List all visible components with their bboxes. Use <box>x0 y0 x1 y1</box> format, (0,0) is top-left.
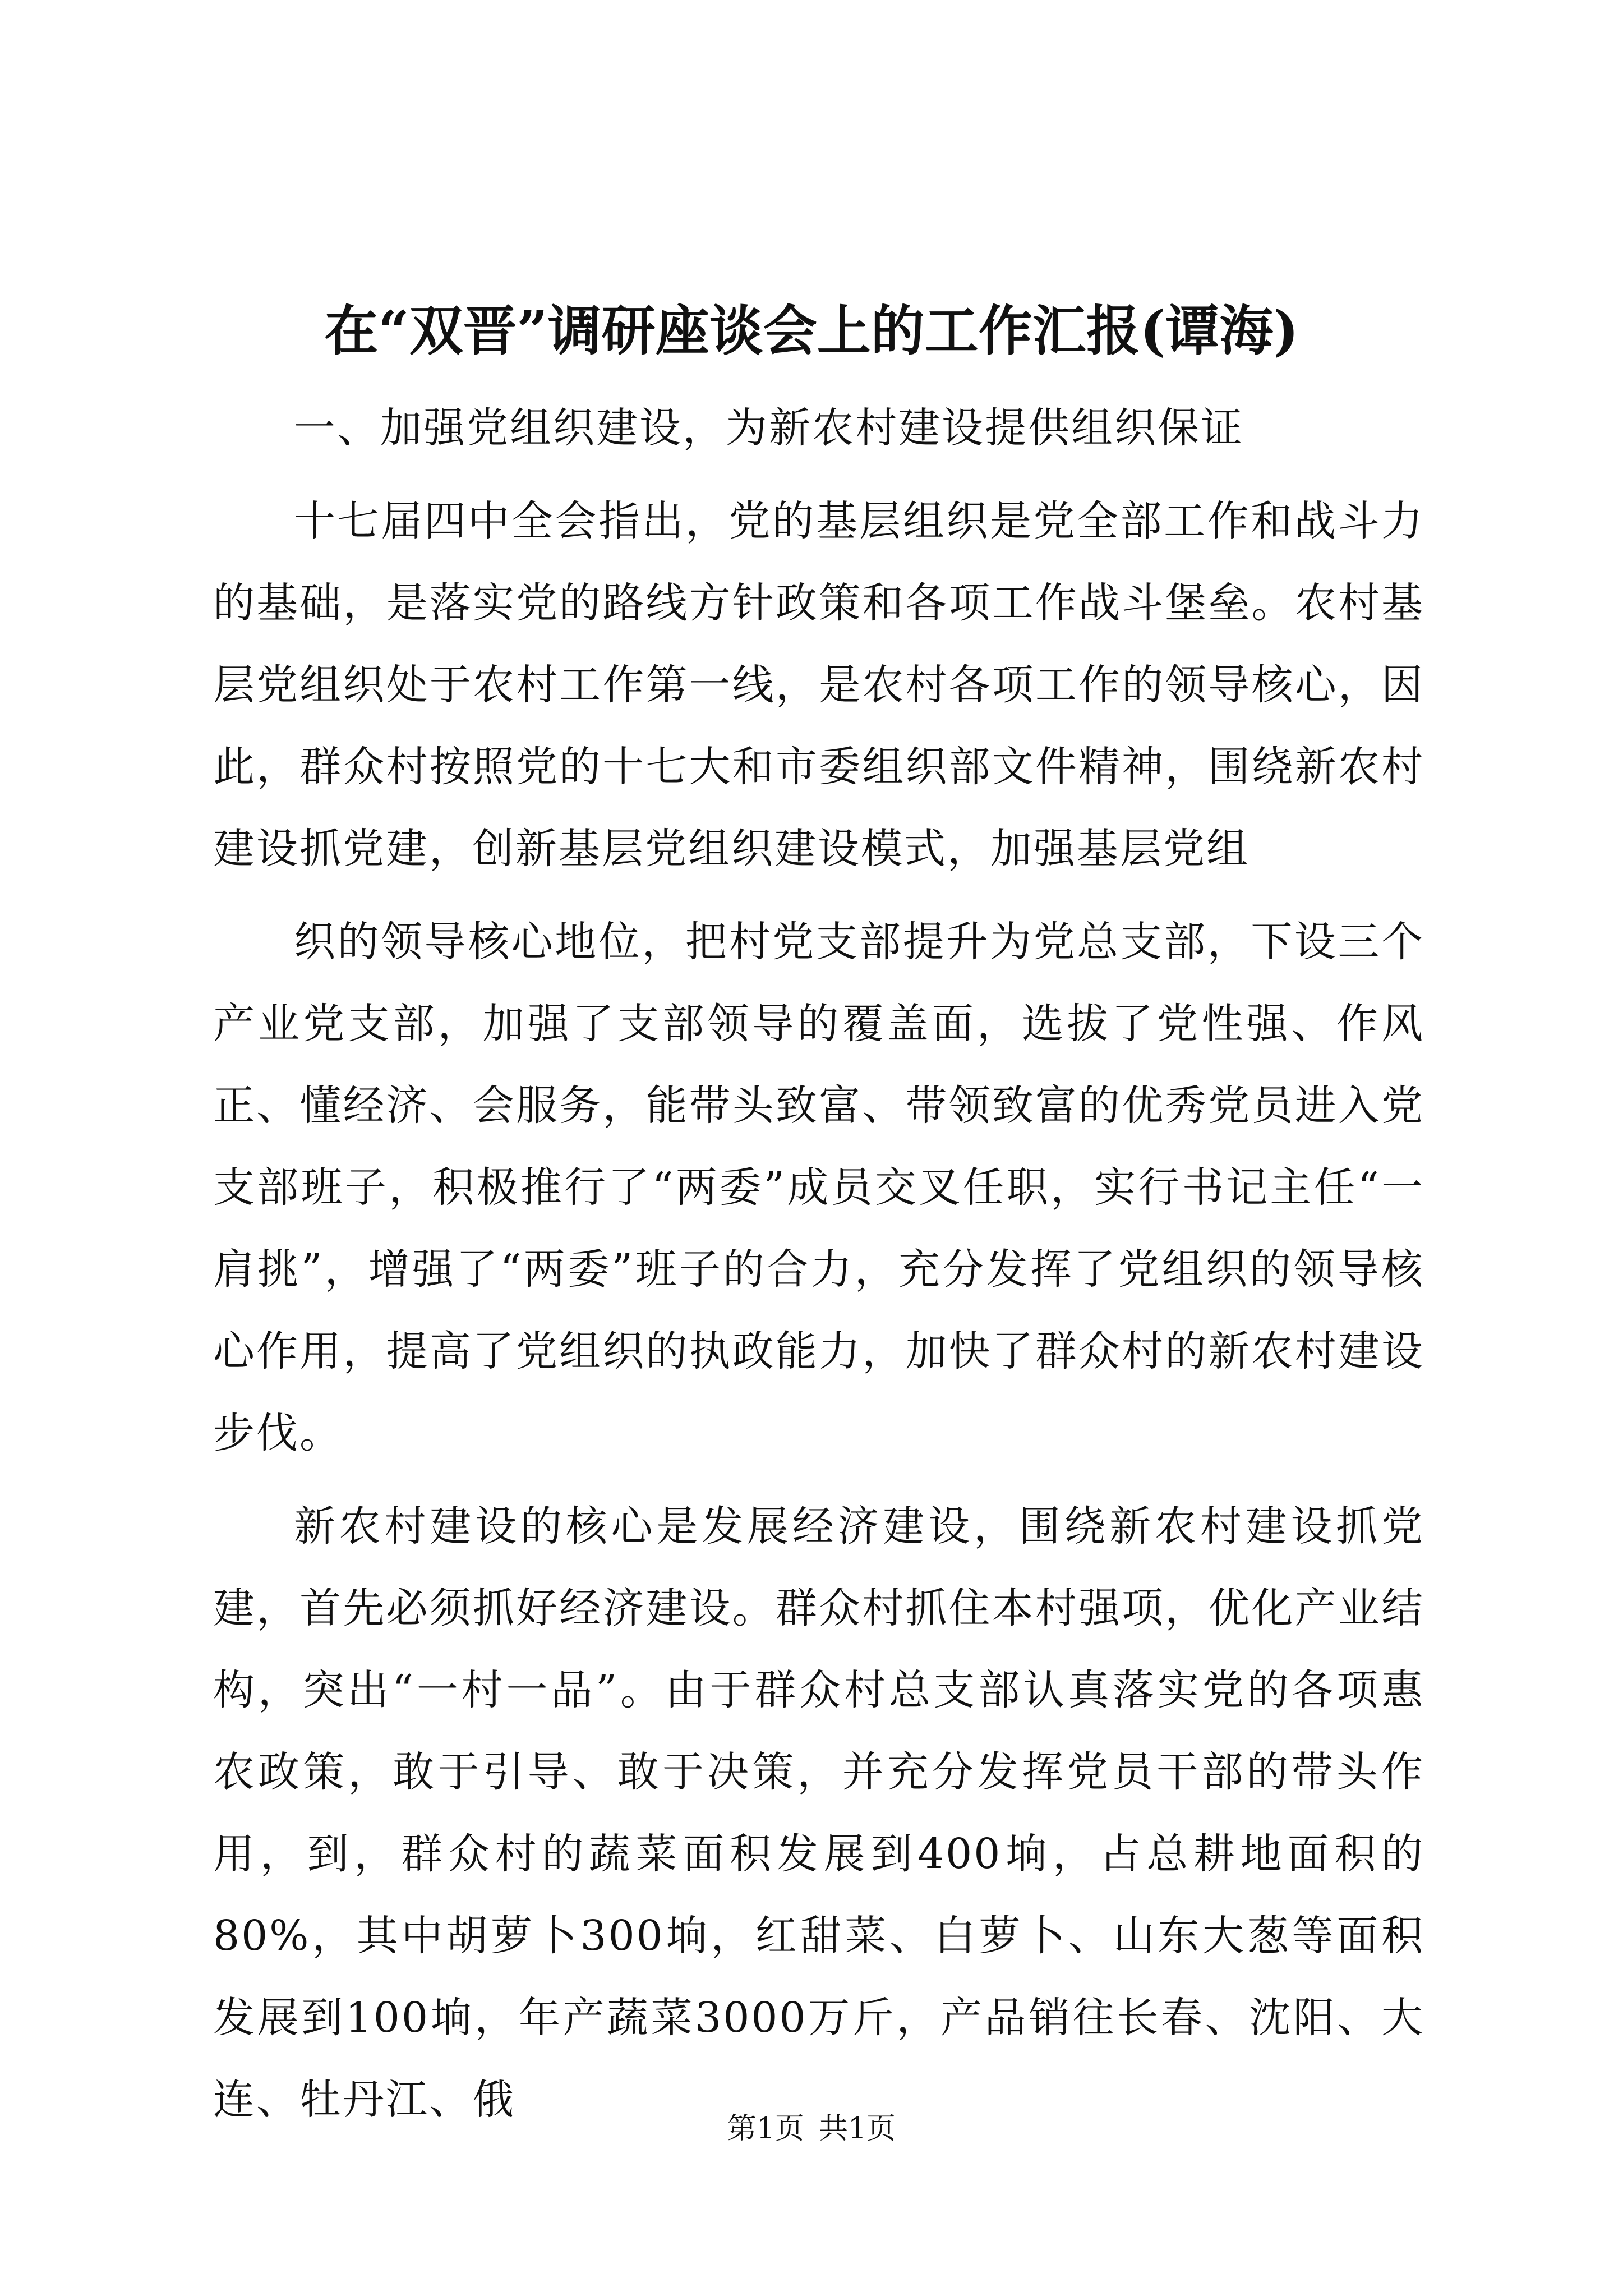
body-paragraph: 织的领导核心地位，把村党支部提升为党总支部，下设三个产业党支部，加强了支部领导的覆盖面，选拔了党性强、作风正、懂经济、会服务，能带头致富、带领致富的优秀党员进入党支部班子，积极推行了“两委”成员交叉任职，实行书记主任“一肩挑”，增强了“两委”班子的合力，充分发挥了党组织的领导核心作用，提高了党组织的执政能力，加快了群众村的新农村建设步伐。 <box>213 918 1424 1457</box>
page-footer <box>0 2109 1623 2148</box>
body-paragraph: 十七届四中全会指出，党的基层组织是党全部工作和战斗力的基础，是落实党的路线方针政策和各项工作战斗堡垒。农村基层党组织处于农村工作第一线，是农村各项工作的领导核心，因此，群众村按照党的十七大和市委组织部文件精神，围绕新农村建设抓党建，创新基层党组织建设模式，加强基层党组 <box>213 497 1424 873</box>
section-heading: 一、加强党组织建设，为新农村建设提供组织保证 <box>294 404 1244 452</box>
document-body <box>213 387 1424 2141</box>
page-number: 第1页 <box>727 2112 804 2146</box>
body-paragraph: 新农村建设的核心是发展经济建设，围绕新农村建设抓党建，首先必须抓好经济建设。群众村抓住本村强项，优化产业结构，突出“一村一品”。由于群众村总支部认真落实党的各项惠农政策，敢于引导、敢于决策，并充分发挥党员干部的带头作用，到，群众村的蔬菜面积发展到400垧，占总耕地面积的80%，其中胡萝卜300垧，红甜菜、白萝卜、山东大葱等面积发展到100垧，年产蔬菜3000万斤，产品销往长春、沈阳、大连、牡丹江、俄 <box>213 1502 1424 2124</box>
document-title: 在“双晋”调研座谈会上的工作汇报(谭海) <box>324 299 1299 362</box>
page-total: 共1页 <box>819 2112 896 2146</box>
